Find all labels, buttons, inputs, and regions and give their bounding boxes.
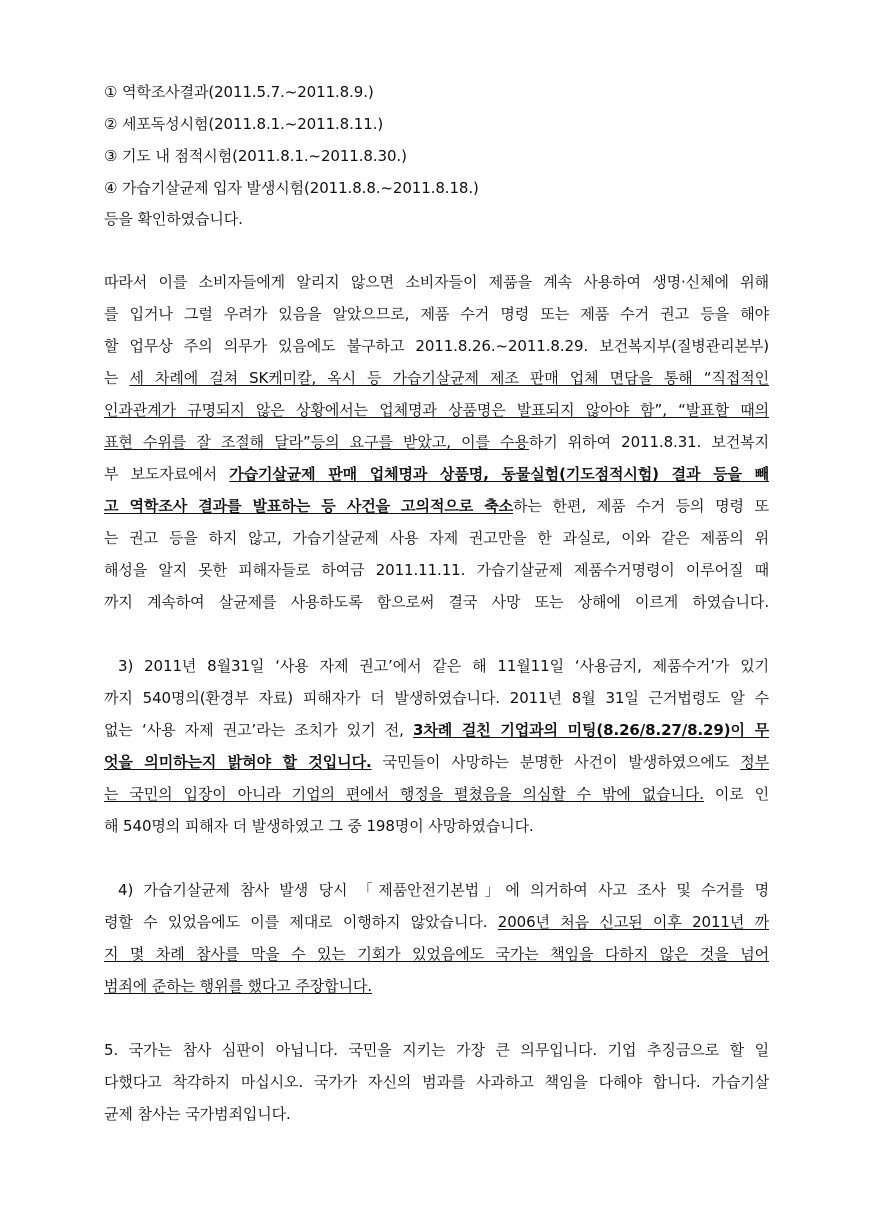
paragraph-1-line: [104, 368, 769, 388]
text-segment: 령할 수 있었음에도 이를 제대로 이행하지 않았습니다.: [104, 913, 498, 931]
paragraph-1-line: 인과관계가 규명되지 않은 상황에서는 업체명과 상품명은 발표되지 않아야 함”, “발표할 때의: [104, 401, 769, 419]
paragraph-4-line: 다했다고 착각하지 마십시오. 국가가 자신의 범과를 사과하고 책임을 다해야 합니다. 가습기살: [104, 1073, 769, 1091]
paragraph-3-line: 범죄에 준하는 행위를 했다고 주장합니다.: [104, 977, 372, 995]
paragraph-3-line: 지 몇 차례 참사를 막을 수 있는 기회가 있었음에도 국가는 책임을 다하지 않은 것을 넘어: [104, 945, 769, 963]
underlined-text: 표현 수위를 잘 조절해 달라”등의 요구를 받았고, 이를 수용: [104, 433, 529, 451]
paragraph-1-line: [104, 496, 769, 516]
text-segment: 없는 ‘사용 자제 권고’라는 조치가 있기 전,: [104, 721, 414, 739]
text-segment: 국민들이 사망하는 분명한 사건이 발생하였으에도: [371, 753, 741, 771]
paragraph-4-line: 균제 참사는 국가범죄입니다.: [104, 1105, 291, 1123]
text-segment: 하는 한편, 제품 수거 등의 명령 또: [513, 497, 769, 515]
paragraph-3-line: 4) 가습기살균제 참사 발생 당시 「제품안전기본법」에 의거하여 사고 조사 및 수거를 명: [118, 881, 769, 899]
underlined-text: 는 국민의 입장이 아니라 기업의 편에서 행정을 펼쳤음을 의심할 수 밖에 없습니다.: [104, 785, 704, 803]
bold-underlined-text: 엇을 의미하는지 밝혀야 할 것입니다.: [104, 753, 372, 771]
paragraph-1-line: 따라서 이를 소비자들에게 알리지 않으면 소비자들이 제품을 계속 사용하여 생명·신체에 위해: [104, 273, 769, 291]
underlined-text: 2006년 처음 신고된 이후 2011년 까: [497, 913, 769, 931]
paragraph-2-line: 3) 2011년 8월31일 ‘사용 자제 권고’에서 같은 해 11월11일 ‘사용금지, 제품수거’가 있기: [118, 657, 769, 675]
list-item-4: ④ 가습기살균제 입자 발생시험(2011.8.8.~2011.8.18.): [104, 179, 479, 197]
paragraph-2-line: [104, 720, 769, 740]
paragraph-2-line: [104, 784, 769, 804]
underlined-text: 세 차례에 걸쳐 SK케미칼, 옥시 등 가습기살균제 제조 판매 업체 면담을 통해 “직접적인: [129, 369, 769, 387]
paragraph-1-line: [104, 464, 769, 484]
paragraph-1-line: 해성을 알지 못한 피해자들로 하여금 2011.11.11. 가습기살균제 제품수거명령이 이루어질 때: [104, 561, 769, 579]
paragraph-1-line: 는 권고 등을 하지 않고, 가습기살균제 사용 자제 권고만을 한 과실로, 이와 같은 제품의 위: [104, 529, 769, 547]
underlined-text: 정부: [740, 753, 769, 771]
paragraph-2-line: [104, 752, 769, 772]
bold-underlined-text: 3차례 걸친 기업과의 미팅(8.26/8.27/8.29)이 무: [413, 721, 769, 739]
bold-underlined-text: 고 역학조사 결과를 발표하는 등 사건을 고의적으로 축소: [104, 497, 514, 515]
text-segment: 하기 위하여 2011.8.31. 보건복지: [528, 433, 769, 451]
paragraph-1-line: 까지 계속하여 살균제를 사용하도록 함으로써 결국 사망 또는 상해에 이르게 하였습니다.: [104, 593, 769, 611]
list-item-3: ③ 기도 내 점적시험(2011.8.1.~2011.8.30.): [104, 147, 407, 165]
text-segment: 이로 인: [703, 785, 769, 803]
paragraph-2-line: 해 540명의 피해자 더 발생하였고 그 중 198명이 사망하였습니다.: [104, 817, 534, 835]
paragraph-1-line: 할 업무상 주의 의무가 있음에도 불구하고 2011.8.26.~2011.8.29. 보건복지부(질병관리본부): [104, 337, 769, 355]
paragraph-2-line: 까지 540명의(환경부 자료) 피해자가 더 발생하였습니다. 2011년 8월 31일 근거법령도 알 수: [104, 689, 769, 707]
text-segment: 는: [104, 369, 130, 387]
paragraph-1-line: 를 입거나 그럴 우려가 있음을 알았으므로, 제품 수거 명령 또는 제품 수거 권고 등을 해야: [104, 305, 769, 323]
paragraph-3-line: [104, 912, 769, 932]
list-item-2: ② 세포독성시험(2011.8.1.~2011.8.11.): [104, 115, 384, 133]
text-segment: 부 보도자료에서: [104, 465, 230, 483]
paragraph-1-line: [104, 432, 769, 452]
list-item-1: ① 역학조사결과(2011.5.7.~2011.8.9.): [104, 83, 374, 101]
paragraph-4-line: 5. 국가는 참사 심판이 아닙니다. 국민을 지키는 가장 큰 의무입니다. 기업 추징금으로 할 일: [104, 1041, 769, 1059]
list-conclusion: 등을 확인하였습니다.: [104, 210, 243, 228]
bold-underlined-text: 가습기살균제 판매 업체명과 상품명, 동물실험(기도점적시험) 결과 등을 빼: [229, 465, 769, 483]
